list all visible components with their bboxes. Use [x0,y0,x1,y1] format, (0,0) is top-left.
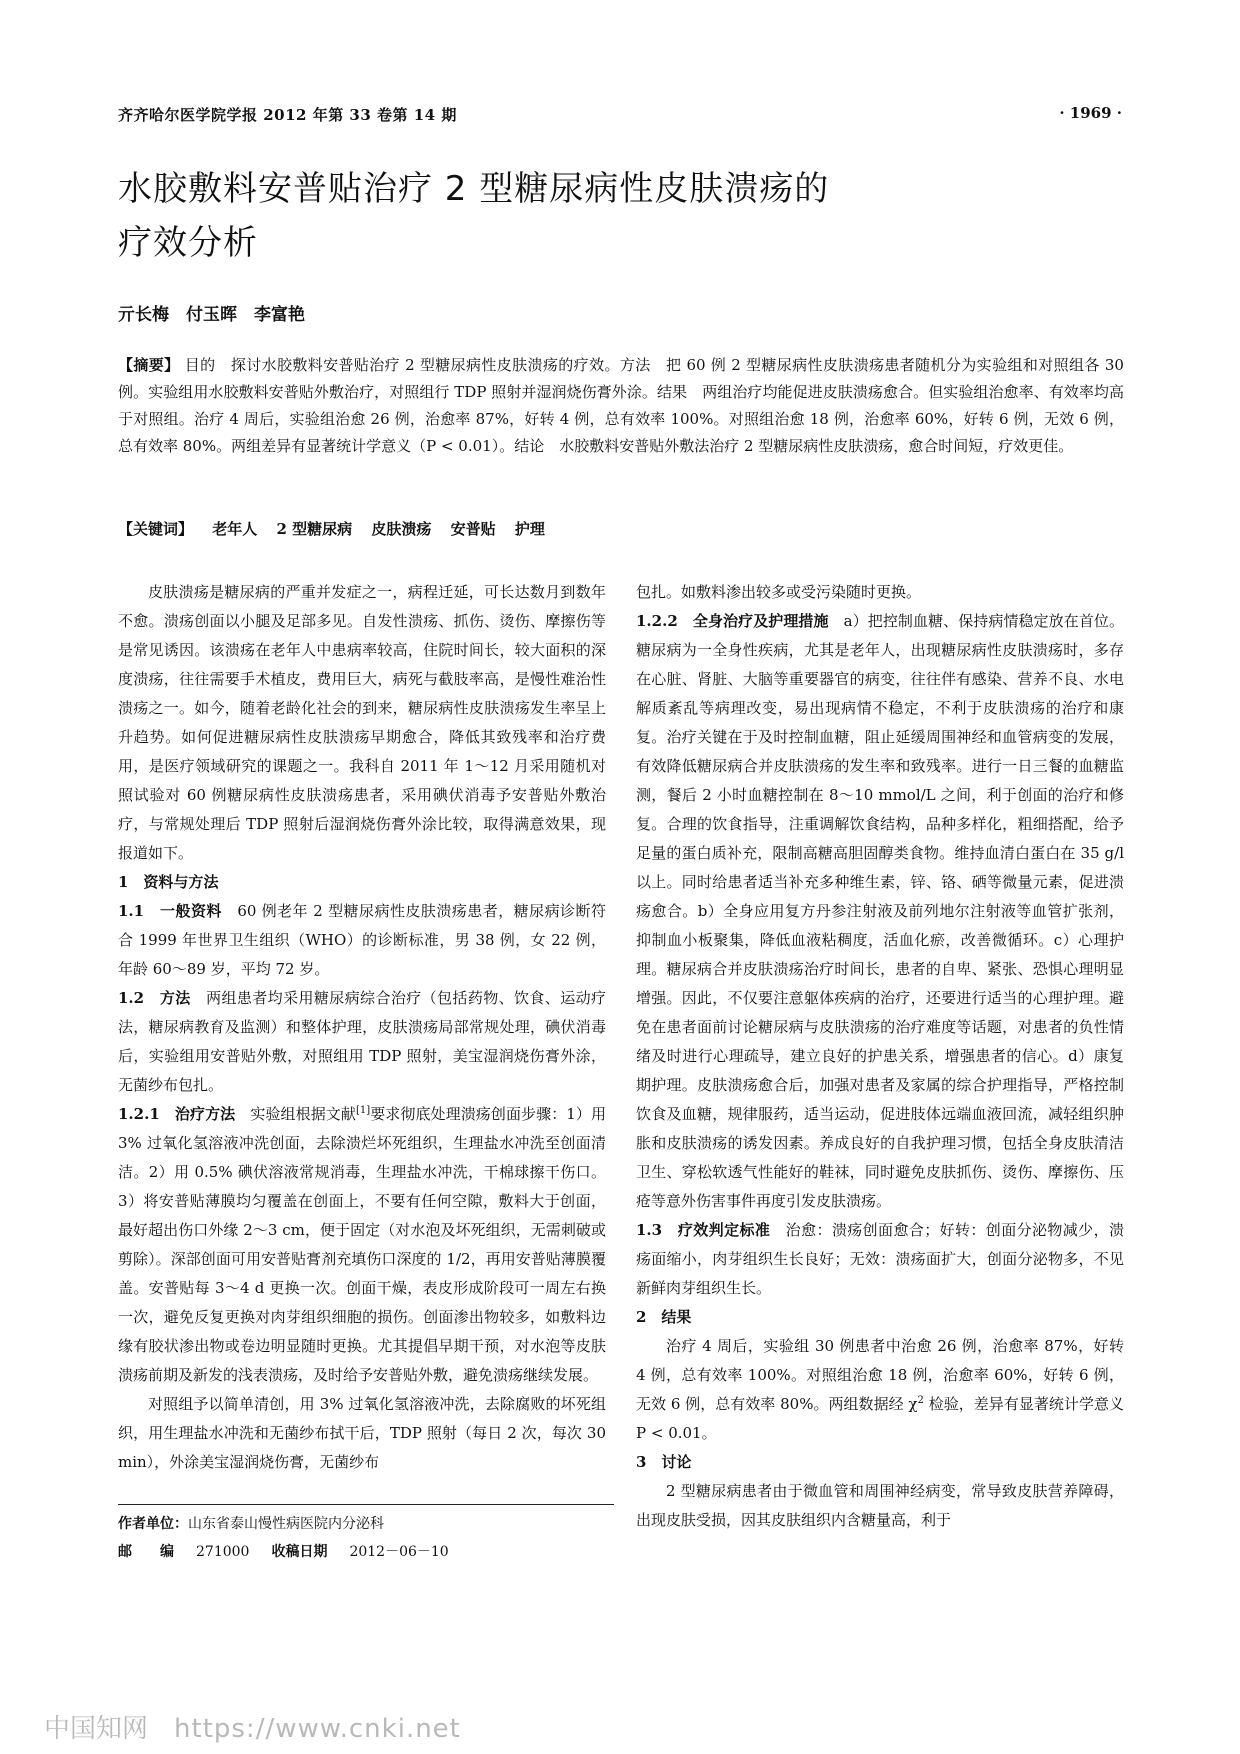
subsection-text: 两组患者均采用糖尿病综合治疗（包括药物、饮食、运动疗法，糖尿病教育及监测）和整体护理，皮肤溃疡局部常规处理，碘伏消毒后，实验组用安普贴外敷，对照组用 TDP 照射，美宝湿润烧伤膏外涂，无菌纱布包扎。 [118,989,606,1094]
affiliation-label: 作者单位： [118,1516,188,1532]
keyword: 护理 [514,520,545,538]
footnote-divider [118,1504,614,1505]
subsection-text: 治愈：溃疡创面愈合；好转：创面分泌物减少，溃疡面缩小，肉芽组织生长良好；无效：溃疡面扩大，创面分泌物多，不见新鲜肉芽组织生长。 [636,1221,1124,1297]
watermark-brand: 中国知网 [44,1714,149,1744]
received-label: 收稿日期 [271,1544,328,1560]
keyword: 皮肤溃疡 [371,520,432,538]
subsection-treatment [118,1100,606,1390]
author-list: 亓长梅 付玉晖 李富艳 [118,305,305,325]
abstract [118,352,1124,460]
body-column-right [636,578,1124,1535]
abstract-label: 【摘要】 [118,356,180,374]
cnki-watermark [44,1708,461,1745]
subsection-methods [118,984,606,1100]
journal-citation: 齐齐哈尔医学院学报 2012 年第 33 卷第 14 期 [118,106,457,124]
keyword: 安普贴 [450,520,496,538]
section-heading-results: 2 结果 [636,1308,692,1326]
watermark-url[interactable]: https://www.cnki.net [174,1714,461,1744]
body-column-left [118,578,606,1477]
received-date: 2012－06－10 [349,1544,449,1560]
subsection-text: 实验组根据文献 [250,1105,356,1123]
subsection-general-data [118,897,606,984]
subsection-text: a）把控制血糖、保持病情稳定放在首位。糖尿病为一全身性疾病，尤其是老年人，出现糖尿病性皮肤溃疡时，多存在心脏、肾脏、大脑等重要器官的病变，往往伴有感染、营养不良、水电解质紊乱等病理改变，易出现病情不稳定，不利于皮肤溃疡的治疗和康复。治疗关键在于及时控制血糖，阻止延缓周围神经和血管病变的发展，有效降低糖尿病合并皮肤溃疡的发生率和致残率。进行一日三餐的血糖监测，餐后 2 小时血糖控制在 8～10 mmol/L 之间，利于创面的治疗和修复。合理的饮食指导，注重调解饮食结构，品种多样化，粗细搭配，给予足量的蛋白质补充，限制高糖高胆固醇类食物。维持血清白蛋白在 35 g/l 以上。同时给患者适当补充多种维生素，锌、铬、硒等微量元素，促进溃疡愈合。b）全身应用复方丹参注射液及前列地尔注射液等血管扩张剂，抑制血小板聚集，降低血液粘稠度，活血化瘀，改善微循环。c）心理护理。糖尿病合并皮肤溃疡治疗时间长，患者的自卑、紧张、恐惧心理明显增强。因此，不仅要注意躯体疾病的治疗，还要进行适当的心理护理。避免在患者面前讨论糖尿病与皮肤溃疡的治疗难度等话题，对患者的负性情绪及时进行心理疏导，建立良好的护患关系，增强患者的信心。d）康复期护理。皮肤溃疡愈合后，加强对患者及家属的综合护理指导，严格控制饮食及血糖，规律服药，适当运动，促进肢体远端血液回流，减轻组织肿胀和皮肤溃疡的诱发因素。养成良好的自我护理习惯，包括全身皮肤清洁卫生、穿松软透气性能好的鞋袜，同时避免皮肤抓伤、烫伤、摩擦伤、压疮等意外伤害事件再度引发皮肤溃疡。 [636,612,1124,1210]
footnote-affiliation [118,1510,638,1538]
section-heading-methods: 1 资料与方法 [118,873,219,891]
results-text: 治疗 4 周后，实验组 30 例患者中治愈 26 例，治愈率 87%，好转 4 例，总有效率 100%。对照组治愈 18 例，治愈率 60%，好转 6 例，无效 6 例，总有效率 80%。两组数据经 χ [636,1337,1124,1413]
author-footnote [118,1510,638,1566]
subsection-text: 60 例老年 2 型糖尿病性皮肤溃疡患者，糖尿病诊断符合 1999 年世界卫生组织（WHO）的诊断标准，男 38 例，女 22 例，年龄 60～89 岁，平均 72 岁。 [118,902,606,978]
subsection-heading: 1.3 疗效判定标准 [636,1221,771,1239]
subsection-nursing [636,607,1124,1216]
article-title [118,162,1118,270]
reference-marker[interactable]: [1] [355,1105,371,1116]
keywords-label: 【关键词】 [118,520,194,538]
title-line-1: 水胶敷料安普贴治疗 2 型糖尿病性皮肤溃疡的 [118,169,830,209]
chi-square-superscript: 2 [917,1395,924,1406]
postcode-label: 邮 编 [118,1544,174,1560]
running-header [118,104,1122,132]
control-group-paragraph: 对照组予以简单清创，用 3% 过氧化氢溶液冲洗，去除腐败的坏死组织，用生理盐水冲洗和无菌纱布拭干后，TDP 照射（每日 2 次，每次 30 min），外涂美宝湿润烧伤膏，无菌纱布 [118,1395,606,1471]
keywords [118,516,1124,543]
subsection-heading: 1.1 一般资料 [118,902,222,920]
section-heading-discussion: 3 讨论 [636,1453,692,1471]
subsection-criteria [636,1216,1124,1303]
keyword: 2 型糖尿病 [276,520,353,538]
title-line-2: 疗效分析 [118,223,258,263]
intro-paragraph: 皮肤溃疡是糖尿病的严重并发症之一，病程迁延，可长达数月到数年不愈。溃疡创面以小腿及足部多见。自发性溃疡、抓伤、烫伤、摩擦伤等是常见诱因。该溃疡在老年人中患病率较高，住院时间长，较大面积的深度溃疡，往往需要手术植皮，费用巨大，病死与截肢率高，是慢性难治性溃疡之一。如今，随着老龄化社会的到来，糖尿病性皮肤溃疡发生率呈上升趋势。如何促进糖尿病性皮肤溃疡早期愈合，降低其致残率和治疗费用，是医疗领域研究的课题之一。我科自 2011 年 1～12 月采用随机对照试验对 60 例糖尿病性皮肤溃疡患者，采用碘伏消毒予安普贴外敷治疗，与常规处理后 TDP 照射后湿润烧伤膏外涂比较，取得满意效果，现报道如下。 [118,583,606,862]
subsection-heading: 1.2.1 治疗方法 [118,1105,236,1123]
results-paragraph [636,1332,1124,1448]
page-number: · 1969 · [1059,104,1122,122]
postcode: 271000 [196,1544,250,1560]
keyword: 老年人 [212,520,258,538]
results-text: 检验，差异有显著统计学意义 P < 0.01。 [636,1395,1124,1442]
subsection-heading: 1.2 方法 [118,989,191,1007]
subsection-heading: 1.2.2 全身治疗及护理措施 [636,612,829,630]
continued-paragraph: 包扎。如敷料渗出较多或受污染随时更换。 [636,583,922,601]
footnote-meta [118,1538,638,1566]
subsection-text: 要求彻底处理溃疡创面步骤：1）用 3% 过氧化氢溶液冲洗创面，去除溃烂坏死组织，生理盐水冲洗至创面清洁。2）用 0.5% 碘伏溶液常规消毒，生理盐水冲洗，干棉球擦干伤口。3）将安普贴薄膜均匀覆盖在创面上，不要有任何空隙，敷料大于创面，最好超出伤口外缘 2～3 cm，便于固定（对水泡及坏死组织，无需刺破或剪除）。深部创面可用安普贴膏剂充填伤口深度的 1/2，再用安普贴薄膜覆盖。安普贴每 3～4 d 更换一次。创面干燥，表皮形成阶段可一周左右换一次，避免反复更换对肉芽组织细胞的损伤。创面渗出物较多，如敷料边缘有胶状渗出物或卷边明显随时更换。尤其提倡早期干预，对水泡等皮肤溃疡前期及新发的浅表溃疡，及时给予安普贴外敷，避免溃疡继续发展。 [118,1105,606,1384]
discussion-paragraph: 2 型糖尿病患者由于微血管和周围神经病变，常导致皮肤营养障碍，出现皮肤受损，因其皮肤组织内含糖量高，利于 [636,1482,1124,1529]
abstract-text: 目的 探讨水胶敷料安普贴治疗 2 型糖尿病性皮肤溃疡的疗效。方法 把 60 例 2 型糖尿病性皮肤溃疡患者随机分为实验组和对照组各 30 例。实验组用水胶敷料安普贴外敷治疗，对照组行 TDP 照射并湿润烧伤膏外涂。结果 两组治疗均能促进皮肤溃疡愈合。但实验组治愈率、有效率均高于对照组。治疗 4 周后，实验组治愈 26 例，治愈率 87%，好转 4 例，总有效率 100%。对照组治愈 18 例，治愈率 60%，好转 6 例，无效 6 例，总有效率 80%。两组差异有显著统计学意义（P < 0.01）。结论 水胶敷料安普贴外敷法治疗 2 型糖尿病性皮肤溃疡，愈合时间短，疗效更佳。 [118,356,1124,455]
affiliation: 山东省泰山慢性病医院内分泌科 [188,1516,384,1532]
